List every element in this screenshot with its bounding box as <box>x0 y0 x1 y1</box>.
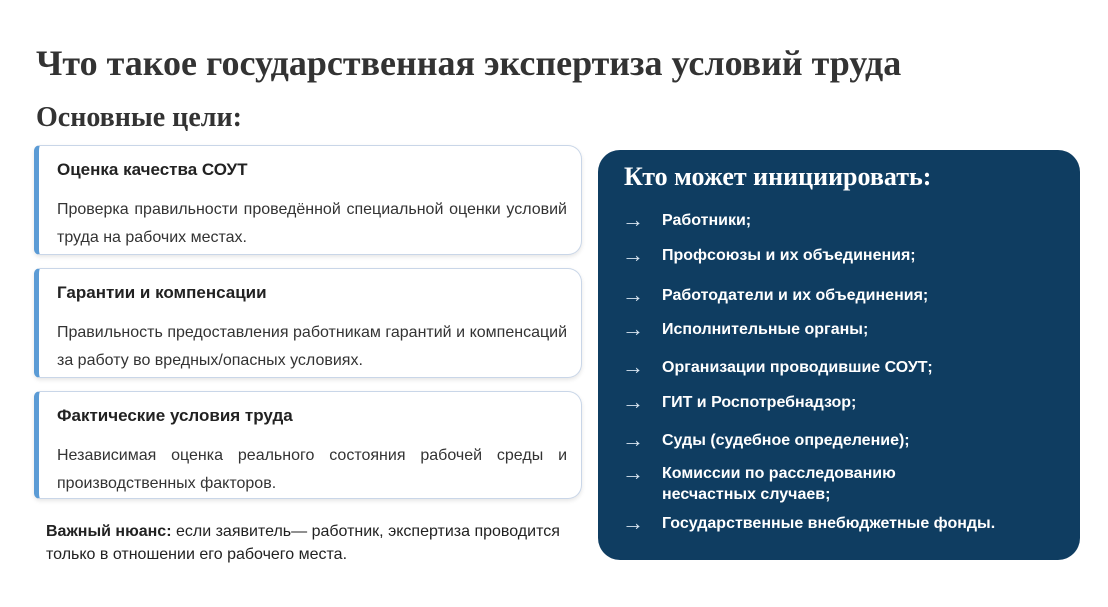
goal-text: Независимая оценка реального состояния рабочей среды и производственных факторов. <box>57 447 567 492</box>
important-note <box>46 520 576 566</box>
initiator-text: Работодатели и их объединения; <box>662 287 929 304</box>
initiator-text: ГИТ и Роспотребнадзор; <box>662 394 857 411</box>
initiator-text: Комиссии по расследованию несчастных случаев; <box>662 465 896 503</box>
arrow-right-icon: → <box>622 207 644 232</box>
initiator-text: Организации проводившие СОУТ; <box>662 359 933 376</box>
initiator-item <box>622 316 869 341</box>
goal-card-actual-conditions <box>34 391 582 499</box>
important-note-text: если заявитель— работник, экспертиза проводится только в отношении его рабочего места. <box>46 523 560 563</box>
goal-text: Проверка правильности проведённой специальной оценки условий труда на рабочих местах. <box>57 201 567 246</box>
initiator-item <box>622 460 896 505</box>
initiators-panel <box>598 150 1080 560</box>
arrow-right-icon: → <box>622 427 644 452</box>
arrow-right-icon: → <box>622 354 644 379</box>
initiator-item <box>622 282 929 307</box>
arrow-right-icon: → <box>622 242 644 267</box>
initiator-item <box>622 427 910 452</box>
initiator-text: Государственные внебюджетные фонды. <box>662 515 996 532</box>
initiator-item <box>622 389 857 414</box>
initiator-item <box>622 510 996 535</box>
initiator-text: Суды (судебное определение); <box>662 432 910 449</box>
initiators-title: Кто может инициировать: <box>624 162 932 191</box>
initiator-text: Исполнительные органы; <box>662 321 869 338</box>
initiator-item <box>622 354 933 379</box>
goal-card-guarantees <box>34 268 582 378</box>
initiator-text: Профсоюзы и их объединения; <box>662 247 916 264</box>
goal-card-sout-quality <box>34 145 582 255</box>
slide-subtitle: Основные цели: <box>36 102 242 133</box>
arrow-right-icon: → <box>622 510 644 535</box>
goal-heading: Гарантии и компенсации <box>57 283 267 302</box>
arrow-right-icon: → <box>622 389 644 414</box>
arrow-right-icon: → <box>622 282 644 307</box>
important-note-label: Важный нюанс: <box>46 523 172 540</box>
slide-title: Что такое государственная экспертиза условий труда <box>36 43 902 83</box>
goal-text: Правильность предоставления работникам гарантий и компенсаций за работу во вредных/опасных условиях. <box>57 324 567 369</box>
initiator-item <box>622 242 916 267</box>
goal-heading: Фактические условия труда <box>57 406 293 425</box>
initiator-text: Работники; <box>662 212 752 229</box>
arrow-right-icon: → <box>622 316 644 341</box>
goal-heading: Оценка качества СОУТ <box>57 160 248 179</box>
initiator-item <box>622 207 752 232</box>
arrow-right-icon: → <box>622 460 644 485</box>
